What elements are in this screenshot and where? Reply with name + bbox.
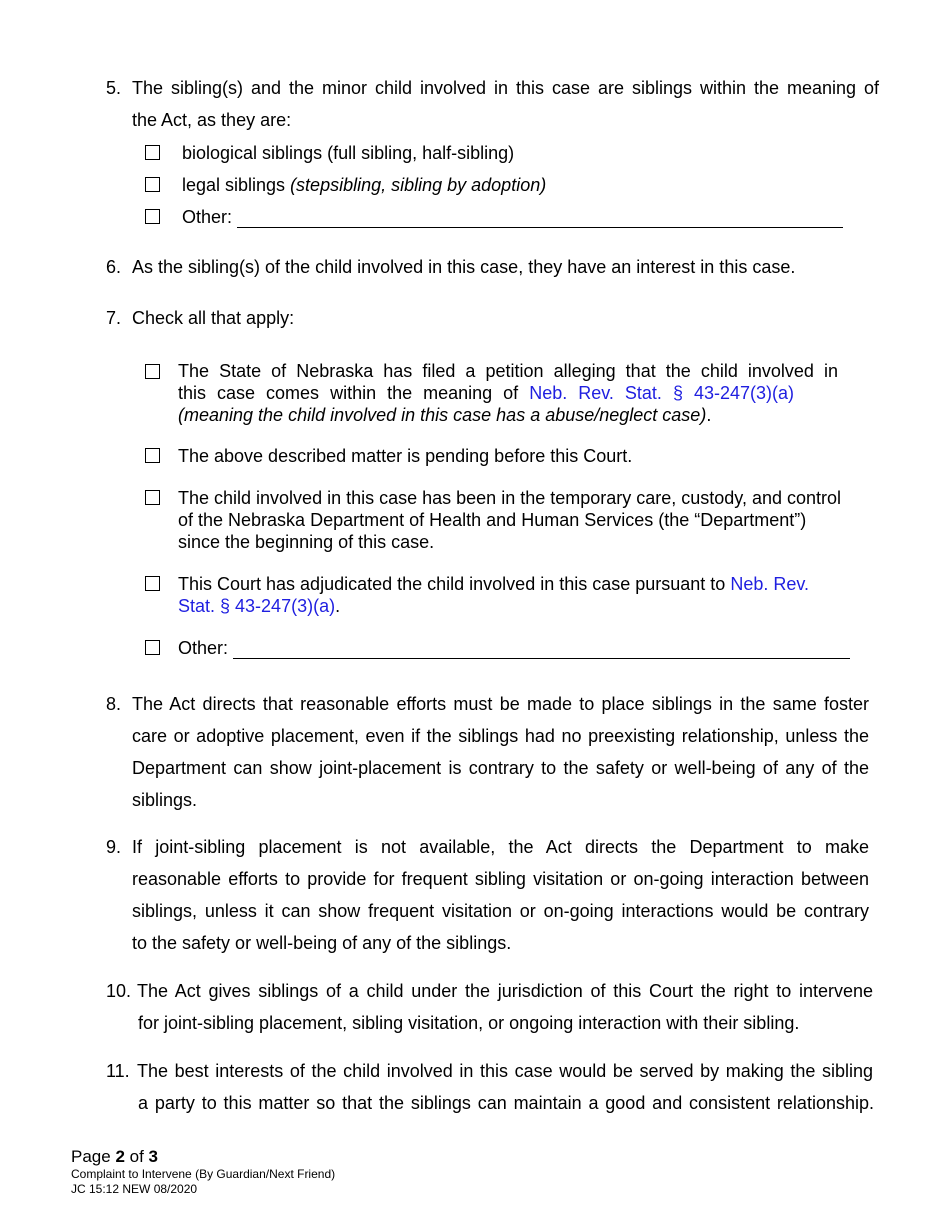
option-legal-siblings-label: legal siblings [182, 175, 291, 195]
item-9-line3: siblings, unless it can show frequent visitation or on-going interactions would be contrary [132, 901, 869, 921]
option-temporary-custody [178, 487, 870, 553]
checkbox-other-apply[interactable] [145, 640, 160, 655]
checkbox-matter-pending[interactable] [145, 448, 160, 463]
option-biological-siblings-label: biological siblings (full sibling, half-sibling) [182, 143, 515, 163]
page-of: of [124, 1147, 149, 1166]
option-petition-line2 [178, 382, 794, 404]
checkbox-temporary-custody[interactable] [145, 490, 160, 505]
item-10-line1: The Act gives siblings of a child under the jurisdiction of this Court the right to intervene [137, 981, 873, 1001]
form-title: Complaint to Intervene (By Guardian/Next Friend) [71, 1167, 336, 1181]
option-adjudicated-text: This Court has adjudicated the child involved in this case pursuant to [178, 574, 731, 594]
other-sibling-type-blank[interactable] [237, 209, 843, 228]
other-apply-blank[interactable] [233, 640, 850, 659]
option-petition-filed [178, 360, 838, 426]
item-9-number: 9. [106, 837, 122, 857]
item-11-line2: a party to this matter so that the siblings can maintain a good and consistent relationship. [138, 1093, 874, 1113]
option-other-apply-label: Other: [178, 638, 229, 658]
page-footer [71, 1147, 335, 1197]
option-petition-line2-text: this case comes within the meaning of [178, 383, 530, 403]
statute-link-43-247-b[interactable]: Stat. § 43-247(3)(a) [178, 596, 336, 616]
page-current: 2 [115, 1147, 125, 1166]
option-adjudicated-line1 [178, 573, 870, 595]
option-custody-line3: since the beginning of this case. [178, 532, 435, 552]
checkbox-biological-siblings[interactable] [145, 145, 160, 160]
option-other-sibling-type [182, 206, 843, 228]
option-custody-line2: of the Nebraska Department of Health and Human Services (the “Department”) [178, 510, 807, 530]
option-adjudicated-line2 [178, 595, 870, 617]
statute-link-neb-rev[interactable]: Neb. Rev. [730, 574, 810, 594]
page-total: 3 [148, 1147, 158, 1166]
item-10-number: 10. [106, 981, 132, 1001]
option-other-label: Other: [182, 207, 233, 227]
page-number [71, 1147, 335, 1167]
option-petition-line1: The State of Nebraska has filed a petition alleging that the child involved in [178, 361, 838, 381]
item-11-number: 11. [106, 1061, 130, 1081]
checkbox-legal-siblings[interactable] [145, 177, 160, 192]
item-6-text: As the sibling(s) of the child involved in this case, they have an interest in this case. [132, 257, 796, 277]
item-7-number: 7. [106, 308, 122, 328]
page-word: Page [71, 1147, 116, 1166]
item-5-line2: the Act, as they are: [132, 110, 292, 130]
item-5-number: 5. [106, 78, 122, 98]
item-8-number: 8. [106, 694, 122, 714]
checkbox-other-sibling-type[interactable] [145, 209, 160, 224]
option-custody-line1: The child involved in this case has been in the temporary care, custody, and control [178, 488, 842, 508]
item-9-line2: reasonable efforts to provide for frequent sibling visitation or on-going interaction between [132, 869, 869, 889]
option-matter-pending-label: The above described matter is pending before this Court. [178, 446, 633, 466]
option-other-apply [178, 637, 850, 659]
item-7-text: Check all that apply: [132, 308, 295, 328]
checkbox-petition-filed[interactable] [145, 364, 160, 379]
checkbox-adjudicated[interactable] [145, 576, 160, 591]
item-11-line1: The best interests of the child involved in this case would be served by making the sibling [137, 1061, 873, 1081]
item-10-line2: for joint-sibling placement, sibling visitation, or ongoing interaction with their sibling. [138, 1013, 800, 1033]
option-petition-period: . [706, 405, 712, 425]
option-adjudicated [178, 573, 870, 617]
item-9-line1: If joint-sibling placement is not available, the Act directs the Department to make [132, 837, 869, 857]
item-8-line3: Department can show joint-placement is contrary to the safety or well-being of any of the [132, 758, 869, 778]
statute-link-43-247-a[interactable]: Neb. Rev. Stat. § 43-247(3)(a) [529, 383, 795, 403]
item-5-line1: The sibling(s) and the minor child involved in this case are siblings within the meaning of [132, 78, 879, 98]
option-petition-line3 [178, 404, 838, 426]
option-adjudicated-period: . [335, 596, 341, 616]
item-8-line2: care or adoptive placement, even if the siblings had no preexisting relationship, unless the [132, 726, 869, 746]
item-8-line1: The Act directs that reasonable efforts must be made to place siblings in the same foster [132, 694, 869, 714]
option-legal-siblings [182, 174, 546, 196]
option-legal-siblings-italic: (stepsibling, sibling by adoption) [290, 175, 547, 195]
form-code: JC 15:12 NEW 08/2020 [71, 1182, 198, 1196]
option-petition-italic: (meaning the child involved in this case has a abuse/neglect case) [178, 405, 707, 425]
item-8-line4: siblings. [132, 790, 198, 810]
item-6-number: 6. [106, 257, 122, 277]
item-9-line4: to the safety or well-being of any of the siblings. [132, 933, 512, 953]
